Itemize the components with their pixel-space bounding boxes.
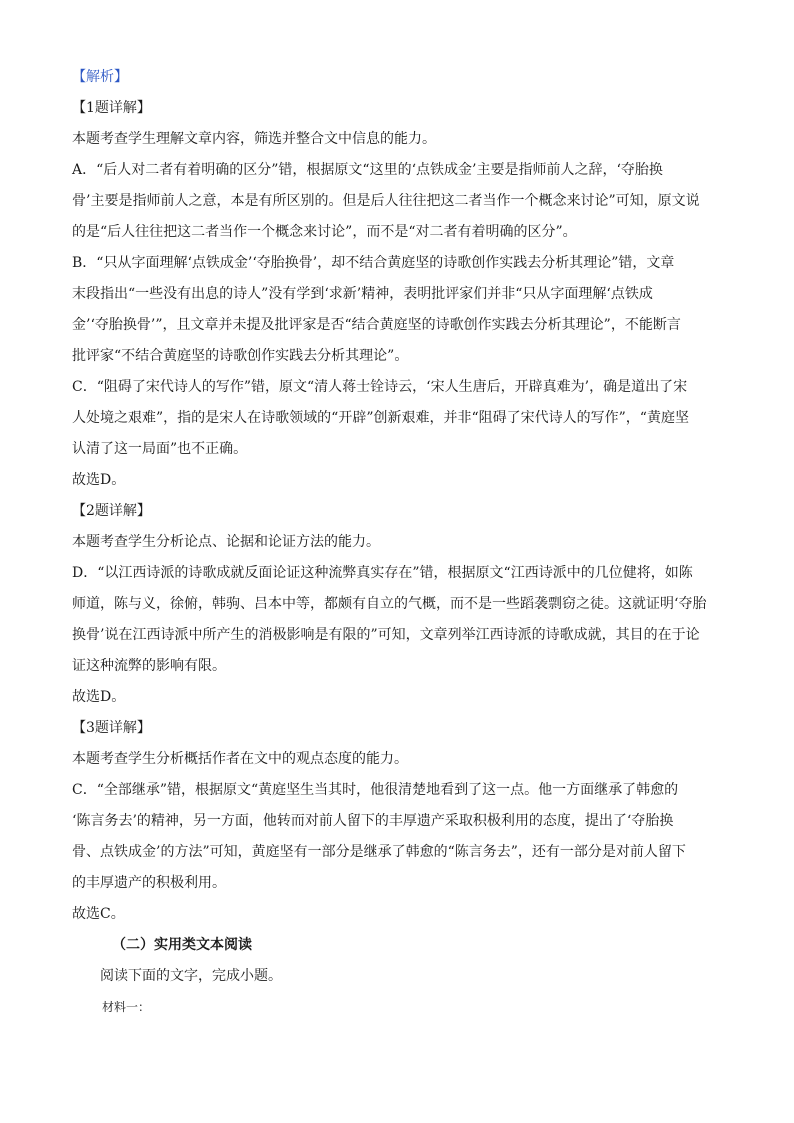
paragraph-line: C．“全部继承”错，根据原文“黄庭坚生当其时，他很清楚地看到了这一点。他一方面继承了韩愈的 [72, 782, 679, 798]
paragraph-line: C．“阻碍了宋代诗人的写作”错，原文“清人蒋士铨诗云，‘宋人生唐后，开辟真难为’，确是道出了宋 [72, 379, 688, 395]
paragraph-line: 骨、点铁成金’的方法”可知，黄庭坚有一部分是继承了韩愈的“陈言务去”，还有一部分是对前人留下 [72, 844, 686, 860]
paragraph-line: 认清了这一局面”也不正确。 [72, 441, 248, 457]
analysis-heading: 【解析】 [72, 69, 128, 85]
paragraph-line: 的是“后人往往把这二者当作一个概念来讨论”，而不是“对二者有着明确的区分”。 [72, 224, 577, 240]
paragraph-line: 人处境之艰难”，指的是宋人在诗歌领域的“开辟”创新艰难，并非“阻碍了宋代诗人的写作”，“黄庭坚 [72, 410, 689, 426]
question-1-heading: 【1题详解】 [72, 100, 151, 116]
paragraph-line: 批评家“不结合黄庭坚的诗歌创作实践去分析其理论”。 [72, 348, 409, 364]
paragraph-line: 末段指出“一些没有出息的诗人”没有学到‘求新’精神，表明批评家们并非“只从字面理解‘点铁成 [72, 286, 653, 302]
paragraph-line: B．“只从字面理解‘点铁成金’‘夺胎换骨’，却不结合黄庭坚的诗歌创作实践去分析其理论”错，文章 [72, 255, 675, 271]
material-label: 材料一： [102, 1000, 151, 1014]
answer-line: 故选D。 [72, 472, 126, 488]
paragraph-line: 证这种流弊的影响有限。 [72, 658, 226, 674]
paragraph-line: 师道，陈与义，徐俯，韩驹、吕本中等，都颇有自立的气概，而不是一些蹈袭剽窃之徒。这就证明‘夺胎 [72, 596, 707, 612]
answer-line: 故选C。 [72, 906, 125, 922]
paragraph-line: 本题考查学生分析概括作者在文中的观点态度的能力。 [72, 751, 408, 767]
paragraph-line: D．“以江西诗派的诗歌成就反面论证这种流弊真实存在”错，根据原文“江西诗派中的几位健将，如陈 [72, 565, 693, 581]
answer-line: 故选D。 [72, 689, 126, 705]
question-2-heading: 【2题详解】 [72, 503, 151, 519]
paragraph-line: A．“后人对二者有着明确的区分”错，根据原文“这里的‘点铁成金’主要是指师前人之辞，‘夺胎换 [72, 162, 663, 178]
paragraph-line: 金’‘夺胎换骨’”，且文章并未提及批评家是否“结合黄庭坚的诗歌创作实践去分析其理论”，不能断言 [72, 317, 681, 333]
paragraph-line: 骨’主要是指师前人之意，本是有所区别的。但是后人往往把这二者当作一个概念来讨论”可知，原文说 [72, 193, 700, 209]
section-heading: （二）实用类文本阅读 [112, 937, 252, 953]
paragraph-line: 换骨’说在江西诗派中所产生的消极影响是有限的”可知，文章列举江西诗派的诗歌成就，其目的在于论 [72, 627, 700, 643]
question-3-heading: 【3题详解】 [72, 720, 151, 736]
instruction-line: 阅读下面的文字，完成小题。 [100, 968, 282, 984]
paragraph-line: 的丰厚遗产的积极利用。 [72, 875, 226, 891]
paragraph-line: 本题考查学生分析论点、论据和论证方法的能力。 [72, 534, 380, 550]
paragraph-line: 本题考查学生理解文章内容，筛选并整合文中信息的能力。 [72, 131, 436, 147]
paragraph-line: ‘陈言务去’的精神，另一方面，他转而对前人留下的丰厚遗产采取积极利用的态度，提出了‘夺胎换 [72, 813, 674, 829]
